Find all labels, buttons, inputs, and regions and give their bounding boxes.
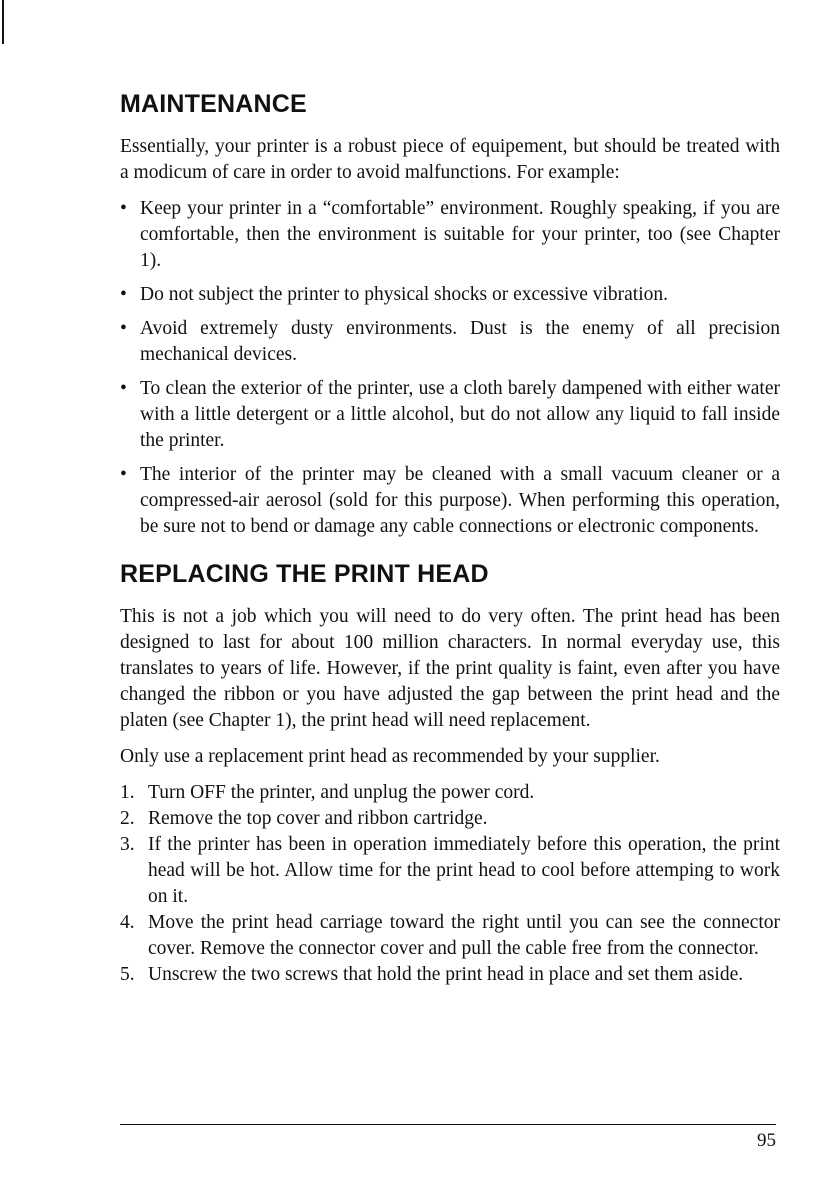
bullet-item	[120, 282, 780, 308]
maintenance-heading: MAINTENANCE	[120, 90, 307, 118]
bullet-marker: •	[120, 198, 127, 219]
bullet-marker: •	[120, 318, 127, 339]
bullet-item	[120, 376, 780, 454]
step-number: 4.	[120, 912, 135, 933]
step-text: If the printer has been in operation immediately before this operation, the print head will be hot. Allow time for the print head to cool before attemping to work on it.	[148, 834, 780, 907]
footer-rule	[120, 1124, 776, 1125]
maintenance-intro: Essentially, your printer is a robust piece of equipement, but should be treated with a modicum of care in order to avoid malfunctions. For example:	[120, 136, 780, 183]
step-number: 3.	[120, 834, 135, 855]
bullet-text: The interior of the printer may be cleaned with a small vacuum cleaner or a compressed-air aerosol (sold for this purpose). When performing this operation, be sure not to bend or damage any cable connections or electronic components.	[140, 464, 780, 537]
step-item	[120, 806, 780, 832]
replacing-paragraph-2: Only use a replacement print head as recommended by your supplier.	[120, 746, 660, 767]
step-item	[120, 832, 780, 910]
step-number: 2.	[120, 808, 135, 829]
bullet-text: Keep your printer in a “comfortable” environment. Roughly speaking, if you are comfortable, then the environment is suitable for your printer, too (see Chapter 1).	[140, 198, 780, 271]
step-text: Unscrew the two screws that hold the print head in place and set them aside.	[148, 964, 744, 985]
step-text: Turn OFF the printer, and unplug the power cord.	[148, 782, 535, 803]
step-item	[120, 962, 780, 988]
page-number: 95	[757, 1130, 776, 1151]
scan-edge-mark	[2, 0, 4, 44]
bullet-item	[120, 196, 780, 274]
bullet-marker: •	[120, 284, 127, 305]
bullet-marker: •	[120, 378, 127, 399]
bullet-text: To clean the exterior of the printer, use a cloth barely dampened with either water with a little detergent or a little alcohol, but do not allow any liquid to fall inside the printer.	[140, 378, 780, 451]
bullet-text: Avoid extremely dusty environments. Dust is the enemy of all precision mechanical devices.	[140, 318, 780, 365]
maintenance-bullet-list	[120, 196, 780, 540]
replacement-steps-list	[120, 780, 780, 988]
step-number: 1.	[120, 782, 135, 803]
step-text: Move the print head carriage toward the right until you can see the connector cover. Remove the connector cover and pull the cable free from the connector.	[148, 912, 780, 959]
replacing-print-head-heading: REPLACING THE PRINT HEAD	[120, 560, 489, 588]
bullet-item	[120, 462, 780, 540]
step-number: 5.	[120, 964, 135, 985]
bullet-marker: •	[120, 464, 127, 485]
step-item	[120, 910, 780, 962]
replacing-paragraph-1: This is not a job which you will need to do very often. The print head has been designed to last for about 100 million characters. In normal everyday use, this translates to years of life. However, if the print quality is faint, even after you have changed the ribbon or you have adjusted the gap between the print head and the platen (see Chapter 1), the print head will need replacement.	[120, 606, 780, 731]
step-text: Remove the top cover and ribbon cartridge.	[148, 808, 488, 829]
step-item	[120, 780, 780, 806]
bullet-item	[120, 316, 780, 368]
page-content	[120, 84, 780, 988]
bullet-text: Do not subject the printer to physical shocks or excessive vibration.	[140, 284, 669, 305]
